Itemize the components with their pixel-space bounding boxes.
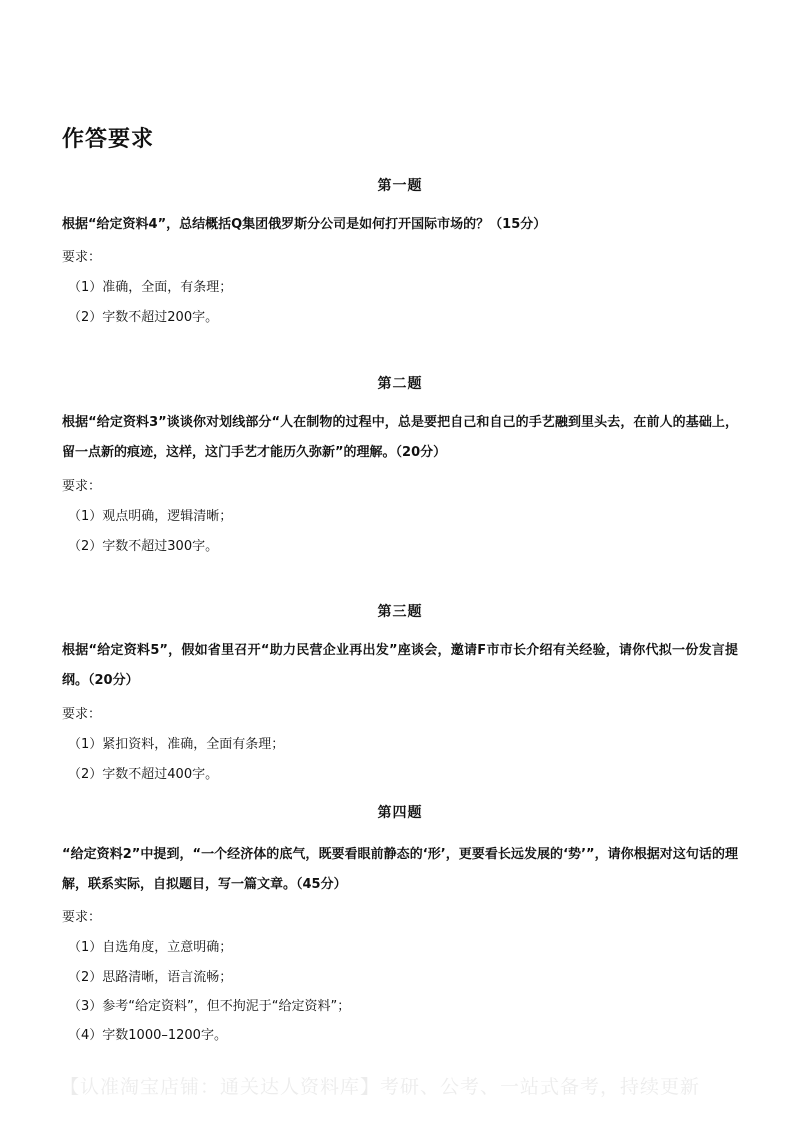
requirement-item: （2）字数不超过300字。 [68, 539, 219, 554]
requirements-label-4: 要求： [62, 910, 102, 925]
section-heading-1: 第一题 [377, 178, 423, 194]
requirement-item: （1）观点明确，逻辑清晰； [68, 509, 233, 524]
requirements-label-2: 要求： [62, 479, 102, 494]
requirement-item: （2）字数不超过400字。 [68, 767, 219, 782]
question-3: 根据“给定资料5”，假如省里召开“助力民营企业再出发”座谈会，邀请F市市长介绍有关经验，请你代拟一份发言提纲。（20分） [62, 643, 738, 688]
requirement-item: （4）字数1000–1200字。 [68, 1028, 227, 1043]
section-heading-2: 第二题 [377, 376, 423, 392]
page-title: 作答要求 [62, 127, 155, 152]
section-heading-4: 第四题 [377, 805, 423, 821]
requirements-label-3: 要求： [62, 707, 102, 722]
requirement-item: （2）字数不超过200字。 [68, 310, 219, 325]
requirement-item: （1）紧扣资料，准确，全面有条理； [68, 737, 285, 752]
requirement-item: （2）思路清晰，语言流畅； [68, 970, 233, 985]
requirements-label-1: 要求： [62, 250, 102, 265]
question-2: 根据“给定资料3”谈谈你对划线部分“人在制物的过程中，总是要把自己和自己的手艺融到里头去，在前人的基础上，留一点新的痕迹，这样，这门手艺才能历久弥新”的理解。（20分） [62, 415, 738, 460]
question-4: “给定资料2”中提到，“一个经济体的底气，既要看眼前静态的‘形’，更要看长远发展的‘势’”，请你根据对这句话的理解，联系实际，自拟题目，写一篇文章。（45分） [62, 847, 738, 892]
section-heading-3: 第三题 [377, 604, 423, 620]
requirement-item: （1）准确，全面，有条理； [68, 280, 233, 295]
footer-watermark: 【认准淘宝店铺：通关达人资料库】考研、公考、一站式备考，持续更新 [60, 1076, 701, 1098]
question-1: 根据“给定资料4”，总结概括Q集团俄罗斯分公司是如何打开国际市场的？（15分） [62, 217, 547, 232]
requirement-item: （1）自选角度，立意明确； [68, 940, 233, 955]
requirement-item: （3）参考“给定资料”，但不拘泥于“给定资料”； [68, 999, 351, 1014]
